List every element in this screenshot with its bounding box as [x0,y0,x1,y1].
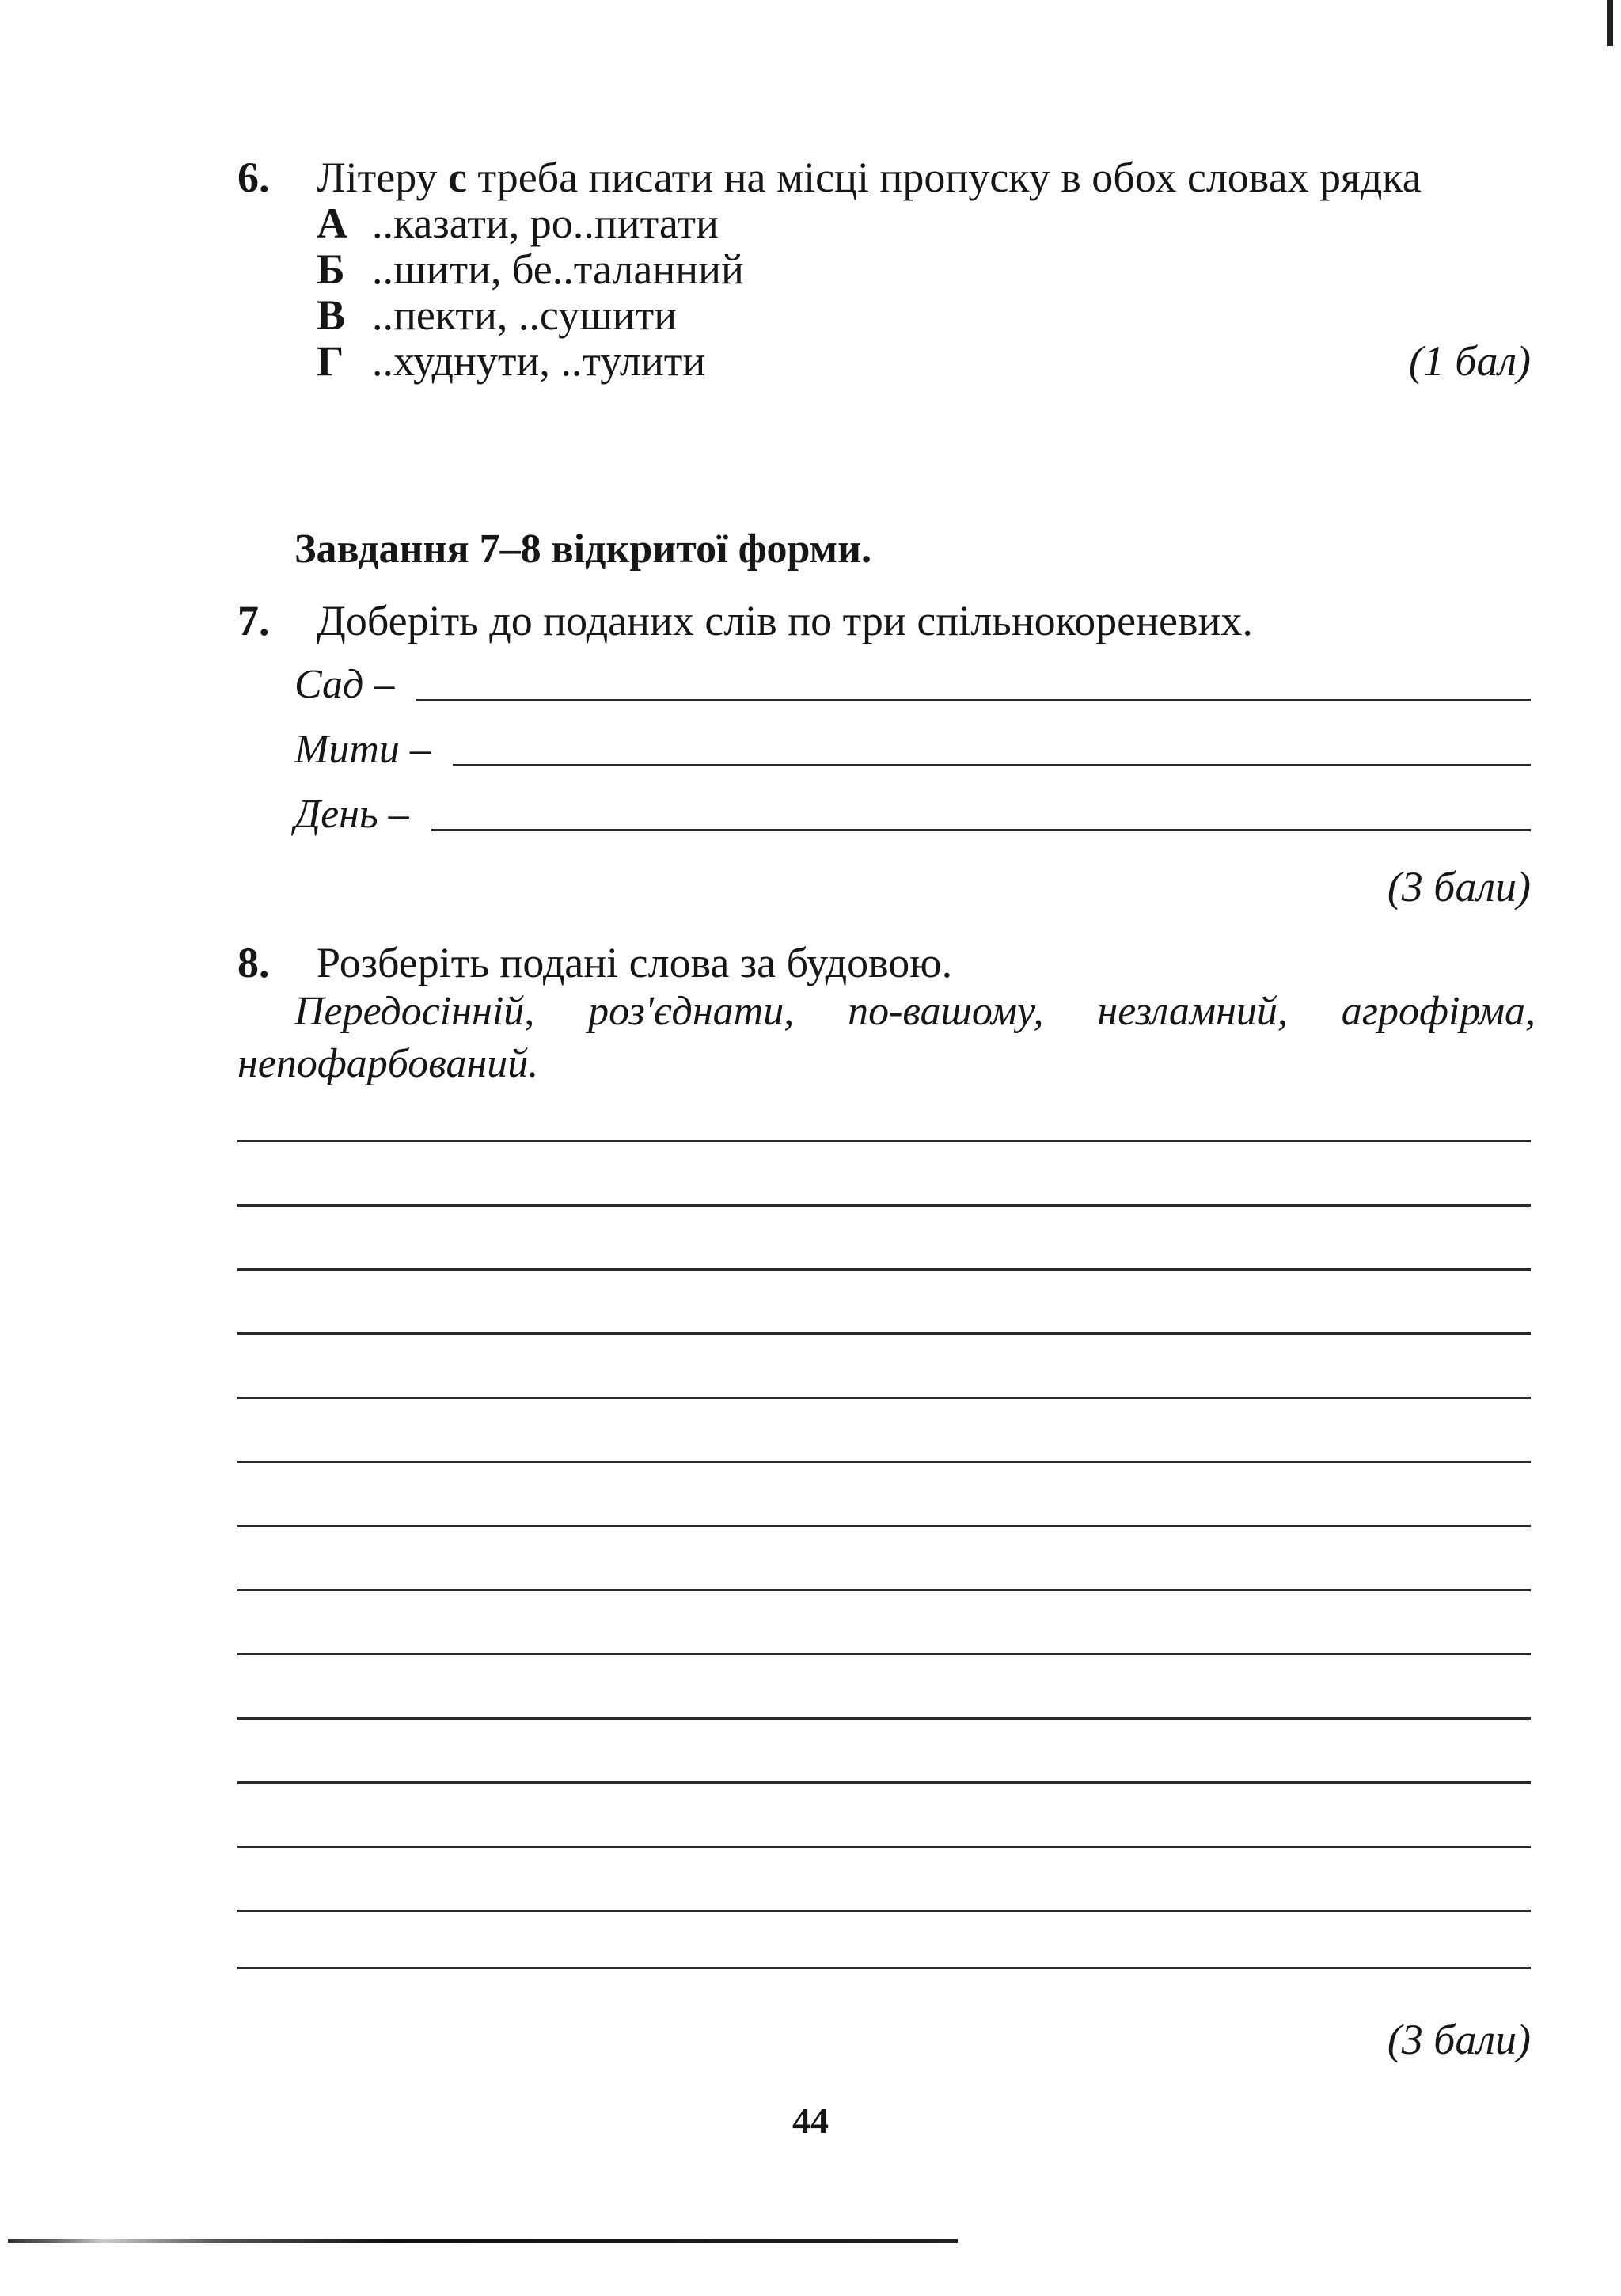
question-text: Літеру с треба писати на місці пропуску в обох словах рядка [317,154,1422,201]
answer-line[interactable] [237,1653,1531,1655]
word-label: День – [294,792,409,837]
option-b [317,244,744,295]
answer-line[interactable] [237,1332,1531,1335]
scan-edge-mark [1607,0,1613,46]
target-letter: с [447,154,467,201]
word-answer-row-myty [294,725,1531,774]
question-7 [237,595,1253,647]
answer-line[interactable] [431,829,1531,831]
word-answer-row-sad [294,660,1531,709]
answer-line[interactable] [237,1967,1531,1969]
answer-line[interactable] [237,1589,1531,1591]
question-text: Доберіть до поданих слів по три спільнокореневих. [317,597,1253,644]
points-q6: (1 бал) [1408,337,1531,385]
option-letter: В [317,291,346,339]
word-label: Мити – [294,727,431,772]
question-text: Розберіть подані слова за будовою. [317,939,953,986]
points-q8: (3 бали) [1387,2016,1531,2063]
answer-line[interactable] [416,699,1531,701]
answer-line[interactable] [237,1781,1531,1784]
question-number: 8. [237,939,270,986]
answer-line[interactable] [237,1717,1531,1720]
answer-line[interactable] [453,764,1531,766]
option-text: ..пекти, ..сушити [372,291,678,339]
option-letter: Б [317,245,345,293]
question-8 [237,937,952,989]
answer-line[interactable] [237,1846,1531,1848]
option-a [317,198,719,249]
option-letter: Г [317,337,344,385]
option-h [317,336,705,387]
section-title: Завдання 7–8 відкритої форми. [294,526,872,572]
option-text: ..казати, ро..питати [372,200,719,247]
word-label: Сад – [294,662,395,707]
word-answer-row-den [294,790,1531,839]
question-number: 7. [237,597,270,644]
points-q7: (3 бали) [1387,863,1531,910]
answer-line[interactable] [237,1910,1531,1912]
bottom-rule [8,2239,958,2243]
option-letter: А [317,200,347,247]
page-number: 44 [792,2100,829,2141]
question-number: 6. [237,154,270,201]
option-text: ..шити, бе..таланний [372,245,744,293]
answer-line[interactable] [237,1461,1531,1463]
answer-line[interactable] [237,1525,1531,1527]
option-v [317,290,677,341]
option-text: ..худнути, ..тулити [372,337,706,385]
answer-line[interactable] [237,1397,1531,1399]
answer-line[interactable] [237,1140,1531,1142]
words-to-parse: Передосінній, роз'єднати, по-вашому, незламний, агрофірма, непофарбований. [237,989,1536,1086]
answer-line[interactable] [237,1268,1531,1271]
question-6 [237,152,1422,203]
answer-line[interactable] [237,1204,1531,1207]
